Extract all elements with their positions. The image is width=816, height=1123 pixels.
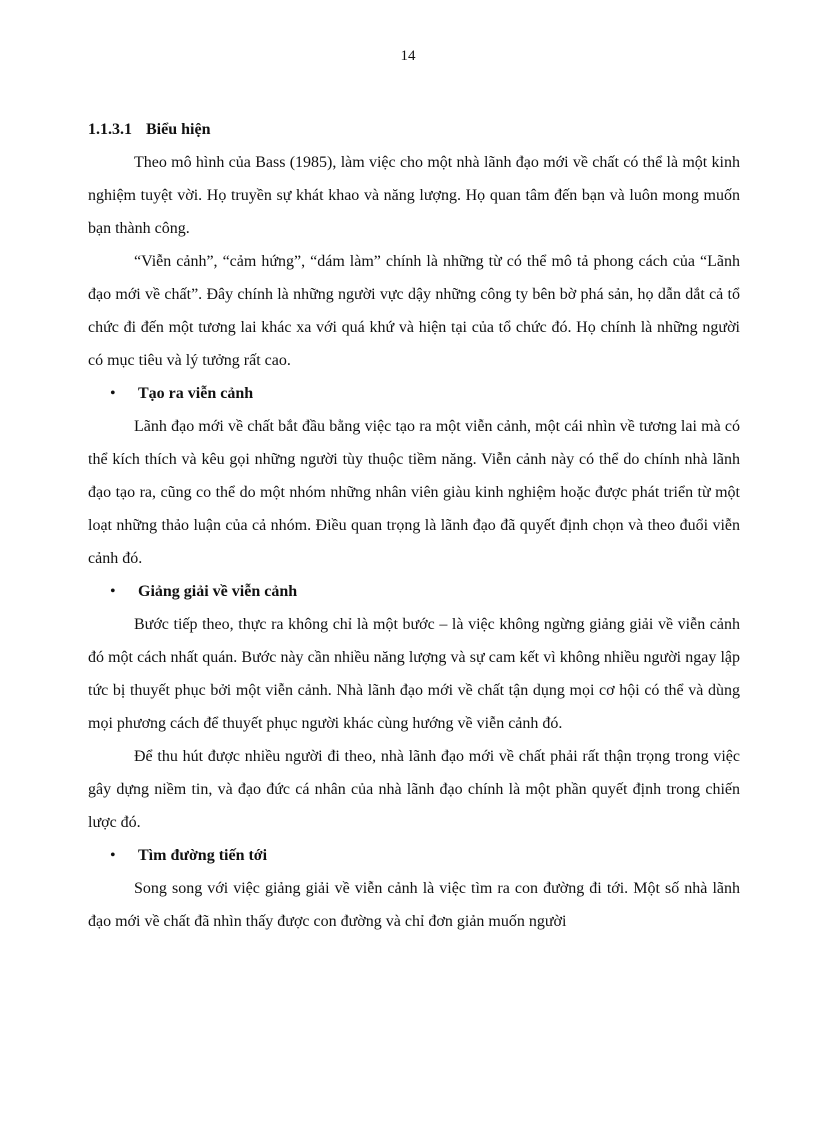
explain-paragraph-1: Bước tiếp theo, thực ra không chỉ là một bước – là việc không ngừng giảng giải về viễn cảnh đó một cách nhất quán. Bước này cần nhiều năng lượng và sự cam kết vì không nhiều người ngay lập tức bị thuyết phục bởi một viễn cảnh. Nhà lãnh đạo mới về chất tận dụng mọi cơ hội có thể và dùng mọi phương cách để thuyết phục người khác cùng hướng về viễn cảnh đó. (88, 616, 740, 732)
path-paragraph-1: Song song với việc giảng giải về viễn cảnh là việc tìm ra con đường đi tới. Một số nhà lãnh đạo mới về chất đã nhìn thấy được con đường và chỉ đơn giản muốn người (88, 880, 740, 930)
bullet-heading-path (88, 839, 740, 872)
intro-paragraph-2: “Viễn cảnh”, “cảm hứng”, “dám làm” chính là những từ có thể mô tả phong cách của “Lãnh đạo mới về chất”. Đây chính là những người vực dậy những công ty bên bờ phá sản, họ dẫn dắt cả tổ chức đi đến một tương lai khác xa với quá khứ và hiện tại của tổ chức đó. Họ chính là những người có mục tiêu và lý tưởng rất cao. (88, 253, 740, 369)
intro-paragraph-1: Theo mô hình của Bass (1985), làm việc cho một nhà lãnh đạo mới về chất có thể là một kinh nghiệm tuyệt vời. Họ truyền sự khát khao và năng lượng. Họ quan tâm đến bạn và luôn mong muốn bạn thành công. (88, 154, 740, 237)
section-title: Biểu hiện (146, 121, 211, 138)
bullet-title: Giảng giải về viễn cảnh (138, 583, 298, 600)
page-number: 14 (400, 48, 416, 64)
explain-paragraph-2: Để thu hút được nhiều người đi theo, nhà lãnh đạo mới về chất phải rất thận trọng trong việc gây dựng niềm tin, và đạo đức cá nhân của nhà lãnh đạo chính là một phần quyết định trong chiến lược đó. (88, 748, 740, 831)
vision-paragraph-1: Lãnh đạo mới về chất bắt đầu bằng việc tạo ra một viễn cảnh, một cái nhìn về tương lai mà có thể kích thích và kêu gọi những người tùy thuộc tiềm năng. Viễn cảnh này có thể do chính nhà lãnh đạo tạo ra, cũng co thể do một nhóm những nhân viên giàu kinh nghiệm hoặc được phát triển từ một loạt những thảo luận của cả nhóm. Điều quan trọng là lãnh đạo đã quyết định chọn và theo đuổi viễn cảnh đó. (88, 418, 740, 567)
bullet-title: Tìm đường tiến tới (138, 847, 268, 864)
document-body (88, 113, 740, 938)
bullet-dot-icon: • (110, 583, 116, 600)
bullet-heading-vision (88, 377, 740, 410)
bullet-title: Tạo ra viễn cảnh (138, 385, 254, 402)
section-number: 1.1.3.1 (88, 121, 132, 138)
bullet-heading-explain (88, 575, 740, 608)
bullet-dot-icon: • (110, 847, 116, 864)
bullet-dot-icon: • (110, 385, 116, 402)
section-heading (88, 113, 740, 146)
